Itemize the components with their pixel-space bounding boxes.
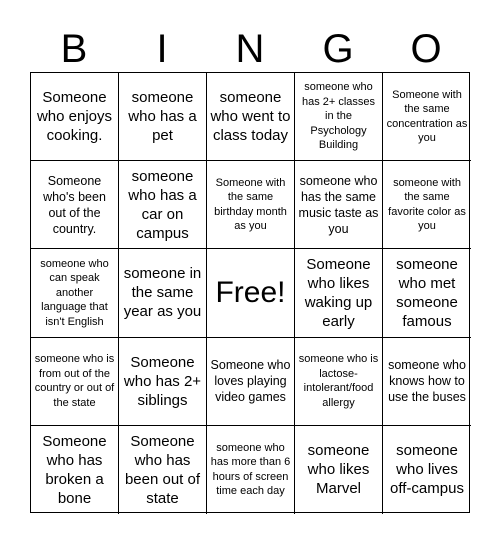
bingo-cell[interactable] — [207, 73, 295, 161]
bingo-cell-text: Someone who has been out of state — [124, 432, 201, 507]
bingo-cell[interactable] — [119, 338, 207, 426]
bingo-cell-text: someone who has a car on campus — [128, 167, 197, 242]
header-letter-b: B — [60, 27, 88, 71]
bingo-board — [30, 72, 470, 513]
bingo-cell-text: someone who has the same music taste as you — [298, 173, 379, 236]
bingo-cell[interactable] — [119, 249, 207, 337]
bingo-cell-text: Someone with the same birthday month as you — [214, 176, 287, 233]
bingo-cell-text: someone with the same favorite color as you — [388, 176, 466, 233]
bingo-cell[interactable] — [295, 249, 383, 337]
bingo-cell-text: Someone who likes waking up early — [304, 255, 373, 330]
bingo-cell[interactable] — [295, 161, 383, 249]
bingo-cell[interactable] — [383, 161, 471, 249]
bingo-cell[interactable] — [207, 161, 295, 249]
bingo-cell[interactable] — [207, 338, 295, 426]
bingo-cell-text: Someone who loves playing video games — [210, 358, 291, 405]
bingo-cell-text: someone who is lactose-intolerant/food allergy — [298, 353, 379, 409]
bingo-cell[interactable] — [295, 426, 383, 514]
bingo-cell-text: Free! — [215, 275, 286, 309]
bingo-cell-text: someone who went to class today — [210, 89, 291, 145]
bingo-cell[interactable] — [383, 249, 471, 337]
bingo-cell[interactable] — [31, 161, 119, 249]
bingo-cell[interactable] — [31, 73, 119, 161]
bingo-cell[interactable] — [383, 426, 471, 514]
bingo-cell-text: Someone who's been out of the country. — [43, 173, 106, 236]
bingo-cell-text: someone who has a pet — [128, 89, 197, 145]
bingo-cell[interactable] — [119, 161, 207, 249]
bingo-cell-text: Someone who has 2+ siblings — [123, 353, 202, 409]
bingo-cell-text: someone who lives off-campus — [390, 442, 464, 498]
bingo-cell[interactable] — [31, 338, 119, 426]
bingo-cell-text: Someone who has broken a bone — [42, 432, 107, 507]
bingo-cell[interactable] — [31, 426, 119, 514]
bingo-cell-text: someone who met someone famous — [396, 255, 458, 330]
bingo-cell-text: someone who can speak another language that isn't English — [40, 257, 109, 328]
bingo-cell-text: someone who knows how to use the buses — [388, 358, 466, 405]
header-letter-o: O — [410, 27, 442, 71]
bingo-cell-text: someone who has more than 6 hours of screen time each day — [210, 441, 291, 498]
bingo-cell-text: someone in the same year as you — [123, 265, 202, 321]
bingo-cell[interactable] — [383, 338, 471, 426]
header-letter-n: N — [235, 27, 265, 71]
header-letter-i: I — [156, 27, 168, 71]
bingo-cell[interactable] — [295, 338, 383, 426]
header-letter-g: G — [322, 27, 354, 71]
bingo-cell[interactable] — [295, 73, 383, 161]
bingo-cell[interactable] — [31, 249, 119, 337]
bingo-cell-text: Someone with the same concentration as you — [386, 88, 468, 145]
bingo-cell[interactable] — [207, 426, 295, 514]
bingo-cell-text: someone who likes Marvel — [307, 442, 370, 498]
bingo-cell-text: someone who is from out of the country or out of the state — [34, 353, 115, 409]
free-space-cell[interactable] — [207, 249, 295, 337]
bingo-cell[interactable] — [383, 73, 471, 161]
bingo-header — [30, 26, 470, 72]
bingo-cell-text: someone who has 2+ classes in the Psychology Building — [301, 81, 376, 152]
bingo-cell[interactable] — [119, 426, 207, 514]
bingo-cell-text: Someone who enjoys cooking. — [36, 89, 113, 145]
bingo-cell[interactable] — [119, 73, 207, 161]
